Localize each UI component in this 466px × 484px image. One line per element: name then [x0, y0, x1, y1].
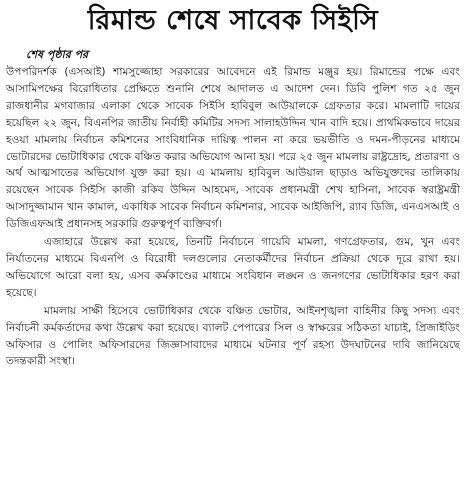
article-body [6, 64, 460, 370]
article-paragraph: মামলায় সাক্ষী হিসেবে ভোটাধিকার থেকে বঞ্চিত ভোটার, আইনশৃঙ্খলা বাহিনীর কিছু সদস্য এবং নির্বাচনী কর্মকর্তাদের কথা উল্লেখ করা হয়েছে। ব্যালট পেপারের সিল ও স্বাক্ষরের সঠিকতা যাচাই, প্রিজাইডিং অফিসার ও পোলিং অফিসারদের জিজ্ঞাসাবাদের মাধ্যমে ঘটনার পূর্ণ রহস্য উদঘাটনের দাবি জানিয়েছে তদন্তকারী সংস্থা। [6, 304, 460, 368]
article-paragraph: এজাহারে উল্লেখ করা হয়েছে, তিনটি নির্বাচনে গায়েবি মামলা, গণগ্রেফতার, গুম, খুন এবং নির্যাতনের মাধ্যমে বিএনপি ও বিরোধী দলগুলোর নেতাকর্মীদের নির্বাচন প্রক্রিয়া থেকে দূরে রাখা হয়। অভিযোগে আরো বলা হয়, এসব কর্মকাণ্ডের মাধ্যমে সংবিধান লঙ্ঘন ও জনগণের ভোটাধিকার হরণ করা হয়েছে। [6, 236, 460, 299]
continued-from-label: শেষ পৃষ্ঠার পর [26, 48, 89, 61]
headline: রিমান্ড শেষে সাবেক সিইসি [87, 5, 379, 36]
article-paragraph: উপপরিদর্শক (এসআই) শামসুজ্জোহা সরকারের আবেদনে এই রিমান্ড মঞ্জুর হয়। রিমান্ডের পক্ষে এবং আসামিপক্ষের বিরোধিতার প্রেক্ষিতে শুনানি শেষে আদালত এ আদেশ দেন। ডিবি পুলিশ গত ২৫ জুন রাজধানীর মগবাজার এলাকা থেকে সাবেক সিইসি হাবিবুল আউয়ালকে গ্রেফতার করে। মামলাটি দায়ের হয়েছিল ২২ জুন, বিএনপির জাতীয় নির্বাহী কমিটির সদস্য সালাহউদ্দিন খান বাদি হয়ে। প্রাথমিকভাবে দায়ের হওয়া মামলায় নির্বাচন কমিশনের সাংবিধানিক দায়িত্ব পালন না করে ভয়ভীতি ও দমন-পীড়নের মাধ্যমে ভোটারদের ভোটাধিকার থেকে বঞ্চিত করার অভিযোগ আনা হয়। পরে ২৫ জুন মামলায় রাষ্ট্রদ্রোহ, প্রতারণা ও অর্থ আত্মসাতের অভিযোগ যুক্ত করা হয়। এ মামলায় হাবিবুল আউয়াল ছাড়াও অভিযুক্তদের তালিকায় রয়েছেন সাবেক সিইসি কাজী রকিব উদ্দিন আহমেদ, সাবেক প্রধানমন্ত্রী শেখ হাসিনা, সাবেক স্বরাষ্ট্রমন্ত্রী আসাদুজ্জামান খান কামাল, একাধিক সাবেক নির্বাচন কমিশনার, সাবেক আইজিপি, র‌্যাব ডিজি, এনএসআই ও ডিজিএফআই প্রধানসহ সরকারি গুরুত্বপূর্ণ ব্যক্তিবর্গ। [6, 66, 460, 231]
